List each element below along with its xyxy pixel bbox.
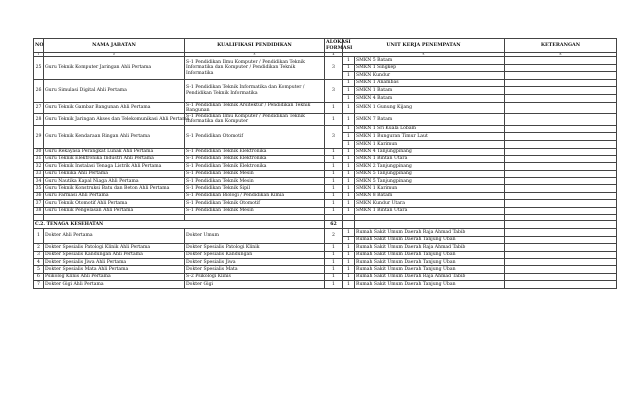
remarks-cell — [505, 57, 617, 65]
work-unit: Rumah Sakit Umum Daerah Tanjung Uban — [355, 281, 505, 288]
remarks-cell — [505, 155, 617, 162]
section-total: 62 — [325, 221, 343, 229]
unit-count: 1 — [343, 170, 355, 177]
position-name: Guru Teknik Instalasi Tenaga Listrik Ahli Pertama — [44, 163, 185, 170]
unit-count: 1 — [343, 229, 355, 237]
work-unit: SMKN 1 Bintan Utara — [355, 155, 505, 162]
header-no: NO — [34, 39, 44, 53]
remarks-cell — [505, 79, 617, 87]
formation-table-container — [33, 38, 616, 289]
remarks-cell — [505, 140, 617, 148]
row-number: 7 — [34, 281, 44, 288]
unit-count: 1 — [343, 185, 355, 192]
work-unit: SMKN 4 Tanjungpinang — [355, 148, 505, 155]
column-number: 5 — [343, 53, 505, 57]
remarks-cell — [505, 266, 617, 273]
remarks-cell — [505, 244, 617, 251]
position-name: Guru Teknik Gambar Bangunan Ahli Pertama — [44, 102, 185, 114]
unit-count: 1 — [343, 258, 355, 265]
work-unit: SMKN 7 Batam — [355, 114, 505, 126]
row-number: 26 — [34, 79, 44, 102]
qualification: S-1 Pendidikan Biologi / Pendidikan Kimia — [185, 192, 325, 199]
position-name: Guru Nautika Kapal Niaga Ahli Pertama — [44, 178, 185, 185]
table-row — [34, 207, 617, 214]
work-unit: SMKN 1 Anambas — [355, 79, 505, 87]
unit-count: 1 — [343, 207, 355, 214]
remarks-cell — [505, 125, 617, 133]
work-unit: SMKN 1 Karimun — [355, 185, 505, 192]
row-number: 31 — [34, 155, 44, 162]
table-row — [34, 185, 617, 192]
work-unit: SMKN 1 Gunung Kijang — [355, 102, 505, 114]
table-row — [34, 258, 617, 265]
formation-count: 3 — [325, 79, 343, 102]
position-name: Dokter Spesialis Patologi Klinik Ahli Pertama — [44, 244, 185, 251]
formation-table — [33, 38, 617, 289]
section-title: C.2. TENAGA KESEHATAN — [34, 221, 325, 229]
unit-count: 1 — [343, 281, 355, 288]
qualification: S-1 Pendidikan Teknik Elektronika — [185, 155, 325, 162]
qualification: Dokter Spesialis Mata — [185, 266, 325, 273]
row-number: 37 — [34, 200, 44, 207]
qualification: Dokter Spesialis Patologi Klinik — [185, 244, 325, 251]
formation-count: 1 — [325, 266, 343, 273]
empty-cell — [355, 221, 505, 229]
table-row — [34, 163, 617, 170]
work-unit: SMKN 4 Batam — [355, 95, 505, 103]
table-row — [34, 251, 617, 258]
position-name: Guru Farmasi Ahli Pertama — [44, 192, 185, 199]
row-number: 4 — [34, 258, 44, 265]
remarks-cell — [505, 114, 617, 126]
header-alokasi: ALOKASI FORMASI — [325, 39, 343, 53]
qualification: S-1 Pendidikan Otomotif — [185, 125, 325, 148]
work-unit: Rumah Sakit Umum Daerah Raja Ahmad Tabib — [355, 229, 505, 237]
unit-count: 1 — [343, 200, 355, 207]
remarks-cell — [505, 72, 617, 80]
formation-count: 1 — [325, 273, 343, 280]
qualification: S-1 Pendidikan Teknik Mesin — [185, 170, 325, 177]
column-number: 6 — [505, 53, 617, 57]
unit-count: 1 — [343, 95, 355, 103]
position-name: Dokter Spesialis Kandungan Ahli Pertama — [44, 251, 185, 258]
unit-count: 1 — [343, 236, 355, 244]
unit-count: 1 — [343, 72, 355, 80]
qualification: S-1 Pendidikan Teknik Mesin — [185, 178, 325, 185]
unit-count: 1 — [343, 273, 355, 280]
table-row — [34, 57, 617, 65]
position-name: Guru Teknika Ahli Pertama — [44, 170, 185, 177]
work-unit: Rumah Sakit Umum Daerah Tanjung Uban — [355, 258, 505, 265]
work-unit: SMKN Kundur — [355, 72, 505, 80]
work-unit: SMKN 2 Tanjungpinang — [355, 163, 505, 170]
table-body — [34, 57, 617, 289]
remarks-cell — [505, 258, 617, 265]
table-row — [34, 170, 617, 177]
column-number: 2 — [44, 53, 185, 57]
work-unit: SMKN 1 Batam — [355, 87, 505, 95]
unit-count: 1 — [343, 163, 355, 170]
header-keterangan: KETERANGAN — [505, 39, 617, 53]
unit-count: 1 — [343, 148, 355, 155]
remarks-cell — [505, 87, 617, 95]
unit-count: 1 — [343, 87, 355, 95]
remarks-cell — [505, 170, 617, 177]
row-number: 34 — [34, 178, 44, 185]
row-number: 29 — [34, 125, 44, 148]
unit-count: 1 — [343, 64, 355, 72]
position-name: Dokter Spesialis Mata Ahli Pertama — [44, 266, 185, 273]
position-name: Guru Teknik Konstruksi Batu dan Beton Ahli Pertama — [44, 185, 185, 192]
remarks-cell — [505, 207, 617, 214]
formation-count: 1 — [325, 258, 343, 265]
row-number: 36 — [34, 192, 44, 199]
row-number: 1 — [34, 229, 44, 244]
row-number: 32 — [34, 163, 44, 170]
unit-count: 1 — [343, 79, 355, 87]
qualification: S-1 Pendidikan Ilmu Komputer / Pendidikan Teknik Informatika dan Komputer / Pendidikan Teknik Informatika — [185, 57, 325, 80]
unit-count: 1 — [343, 244, 355, 251]
remarks-cell — [505, 148, 617, 155]
formation-count: 3 — [325, 125, 343, 148]
formation-count: 1 — [325, 148, 343, 155]
column-number: 3 — [185, 53, 325, 57]
remarks-cell — [505, 95, 617, 103]
work-unit: SMKN 1 Singkep — [355, 64, 505, 72]
work-unit: SMKN 5 Tanjungpinang — [355, 178, 505, 185]
row-number: 35 — [34, 185, 44, 192]
table-row — [34, 281, 617, 288]
empty-cell — [505, 221, 617, 229]
table-row — [34, 79, 617, 87]
formation-count: 1 — [325, 163, 343, 170]
position-name: Guru Teknik Kendaraan Ringan Ahli Pertama — [44, 125, 185, 148]
row-number: 28 — [34, 114, 44, 126]
formation-count: 1 — [325, 170, 343, 177]
work-unit: SMKN 1 Bunguran Timur Laut — [355, 133, 505, 141]
table-row — [34, 148, 617, 155]
qualification: S-1 Pendidikan Teknik Sipil — [185, 185, 325, 192]
work-unit: Rumah Sakit Umum Daerah Raja Ahmad Tabib — [355, 273, 505, 280]
qualification: S-1 Pendidikan Teknik Mesin — [185, 207, 325, 214]
qualification: Dokter Umum — [185, 229, 325, 244]
unit-count: 1 — [343, 114, 355, 126]
qualification: S-1 Pendidikan Teknik Elektronika — [185, 163, 325, 170]
unit-count: 1 — [343, 133, 355, 141]
unit-count: 1 — [343, 178, 355, 185]
qualification: S-1 Pendidikan Ilmu Komputer / Pendidikan Teknik Informatika dan Komputer — [185, 114, 325, 126]
qualification: Dokter Spesialis Jiwa — [185, 258, 325, 265]
work-unit: SMKN 1 Karimun — [355, 140, 505, 148]
header-jabatan: NAMA JABATAN — [44, 39, 185, 53]
column-number: 1 — [34, 53, 44, 57]
remarks-cell — [505, 251, 617, 258]
work-unit: Rumah Sakit Umum Daerah Tanjung Uban — [355, 266, 505, 273]
table-row — [34, 244, 617, 251]
work-unit: SMKN 1 Bintan Utara — [355, 207, 505, 214]
remarks-cell — [505, 281, 617, 288]
remarks-cell — [505, 273, 617, 280]
formation-count: 1 — [325, 251, 343, 258]
work-unit: Rumah Sakit Umum Daerah Tanjung Uban — [355, 251, 505, 258]
row-number: 27 — [34, 102, 44, 114]
table-row — [34, 114, 617, 126]
qualification: S-2 Psikologi Klinis — [185, 273, 325, 280]
position-name: Guru Teknik Elektronika Industri Ahli Pertama — [44, 155, 185, 162]
position-name: Guru Teknik Otomotif Ahli Pertama — [44, 200, 185, 207]
position-name: Guru Teknik Pengelasan Ahli Pertama — [44, 207, 185, 214]
unit-count: 1 — [343, 266, 355, 273]
position-name: Guru Rekayasa Perangkat Lunak Ahli Pertama — [44, 148, 185, 155]
work-unit: SMKN 8 Batam — [355, 192, 505, 199]
position-name: Guru Teknik Komputer Jaringan Ahli Pertama — [44, 57, 185, 80]
formation-count: 1 — [325, 207, 343, 214]
work-unit: Rumah Sakit Umum Daerah Raja Ahmad Tabib — [355, 244, 505, 251]
remarks-cell — [505, 229, 617, 237]
column-number: 4 — [325, 53, 343, 57]
unit-count: 1 — [343, 125, 355, 133]
row-number: 5 — [34, 266, 44, 273]
work-unit: SMKN Kundur Utara — [355, 200, 505, 207]
table-row — [34, 155, 617, 162]
table-row — [34, 178, 617, 185]
header-row — [34, 39, 617, 53]
remarks-cell — [505, 102, 617, 114]
unit-count: 1 — [343, 140, 355, 148]
remarks-cell — [505, 178, 617, 185]
formation-count: 1 — [325, 192, 343, 199]
table-row — [34, 273, 617, 280]
remarks-cell — [505, 200, 617, 207]
formation-count: 1 — [325, 244, 343, 251]
position-name: Dokter Spesialis Jiwa Ahli Pertama — [44, 258, 185, 265]
unit-count: 1 — [343, 192, 355, 199]
formation-count: 1 — [325, 178, 343, 185]
position-name: Psikolog Klinis Ahli Pertama — [44, 273, 185, 280]
position-name: Dokter Gigi Ahli Pertama — [44, 281, 185, 288]
unit-count: 1 — [343, 251, 355, 258]
qualification: Dokter Spesialis Kandungan — [185, 251, 325, 258]
remarks-cell — [505, 192, 617, 199]
qualification: S-1 Pendidikan Teknik Elektronika — [185, 148, 325, 155]
formation-count: 2 — [325, 229, 343, 244]
qualification: S-1 Pendidikan Teknik Informatika dan Komputer / Pendidikan Teknik Informatika — [185, 79, 325, 102]
remarks-cell — [505, 163, 617, 170]
table-row — [34, 192, 617, 199]
qualification: S-1 Pendidikan Teknik Otomotif — [185, 200, 325, 207]
table-row — [34, 200, 617, 207]
row-number: 38 — [34, 207, 44, 214]
formation-count: 3 — [325, 57, 343, 80]
remarks-cell — [505, 236, 617, 244]
formation-count: 1 — [325, 281, 343, 288]
formation-count: 1 — [325, 185, 343, 192]
position-name: Guru Simulasi Digital Ahli Pertama — [44, 79, 185, 102]
row-number: 25 — [34, 57, 44, 80]
table-row — [34, 125, 617, 133]
formation-count: 1 — [325, 155, 343, 162]
remarks-cell — [505, 133, 617, 141]
row-number: 3 — [34, 251, 44, 258]
formation-count: 1 — [325, 114, 343, 126]
table-row — [34, 266, 617, 273]
work-unit: Rumah Sakit Umum Daerah Tanjung Uban — [355, 236, 505, 244]
row-number: 6 — [34, 273, 44, 280]
unit-count: 1 — [343, 102, 355, 114]
work-unit: SMKN 1 Sri Kuala Lobam — [355, 125, 505, 133]
position-name: Dokter Ahli Pertama — [44, 229, 185, 244]
row-number: 33 — [34, 170, 44, 177]
qualification: Dokter Gigi — [185, 281, 325, 288]
unit-count: 1 — [343, 57, 355, 65]
work-unit: SMKN 5 Tanjungpinang — [355, 170, 505, 177]
section-row — [34, 221, 617, 229]
remarks-cell — [505, 185, 617, 192]
formation-count: 1 — [325, 200, 343, 207]
work-unit: SMKN 5 Batam — [355, 57, 505, 65]
header-kualifikasi: KUALIFIKASI PENDIDIKAN — [185, 39, 325, 53]
table-row — [34, 102, 617, 114]
position-name: Guru Teknik Jaringan Akses dan Telekomunikasi Ahli Pertama — [44, 114, 185, 126]
empty-cell — [343, 221, 355, 229]
header-unit: UNIT KERJA PENEMPATAN — [343, 39, 505, 53]
row-number: 2 — [34, 244, 44, 251]
unit-count: 1 — [343, 155, 355, 162]
table-row — [34, 229, 617, 237]
remarks-cell — [505, 64, 617, 72]
qualification: S-1 Pendidikan Teknik Arsitektur / Pendidikan Teknik Bangunan — [185, 102, 325, 114]
formation-count: 1 — [325, 102, 343, 114]
row-number: 30 — [34, 148, 44, 155]
